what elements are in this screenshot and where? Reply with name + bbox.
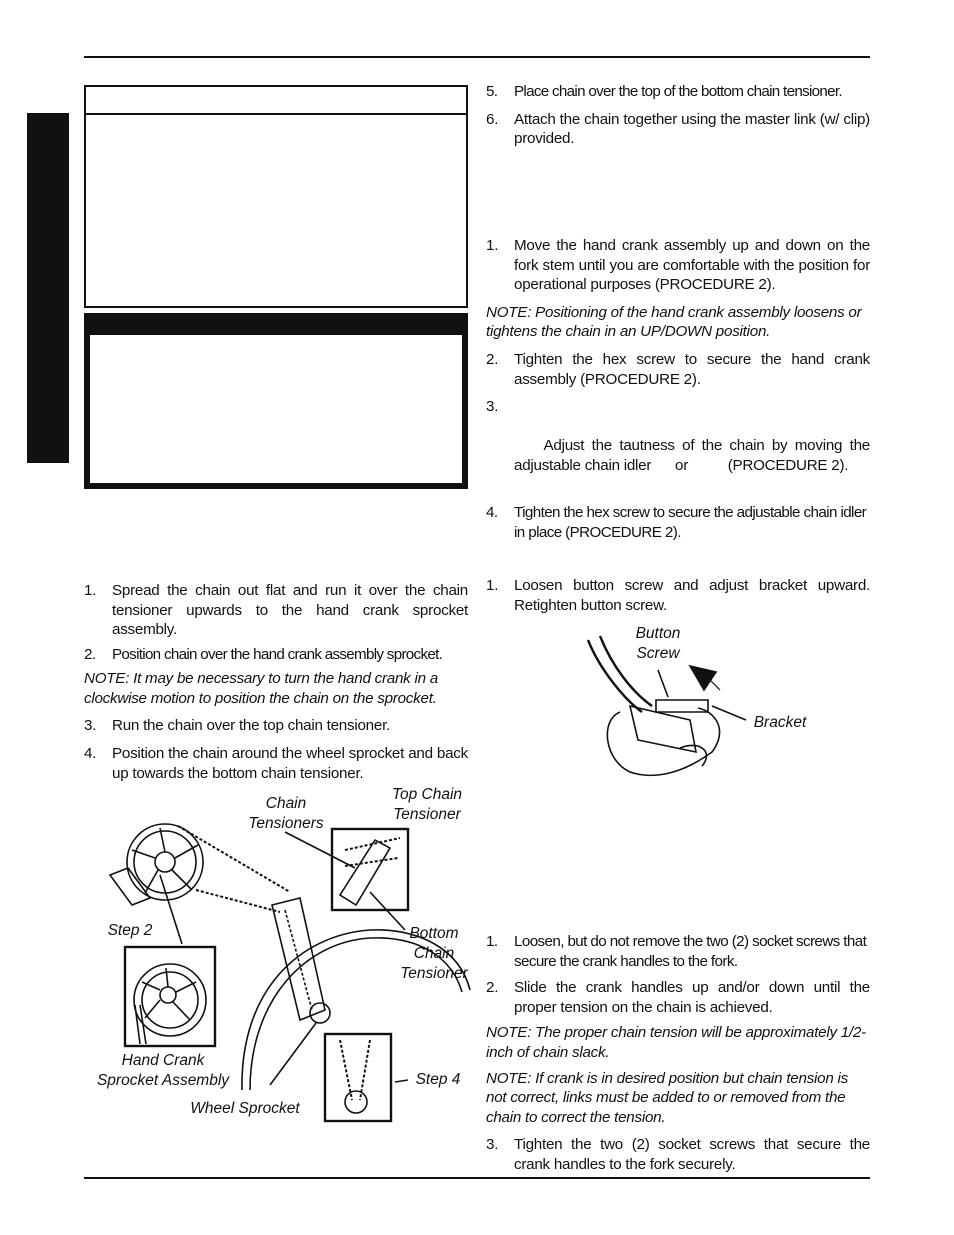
- note-text: NOTE: The proper chain tension will be approximately 1/2-inch of chain slack.: [486, 1024, 866, 1061]
- label-top-chain-tensioner: Top Chain Tensioner: [391, 786, 463, 823]
- label-bracket: Bracket: [753, 714, 807, 731]
- label-bottom-chain-tensioner: Bottom Chain Tensioner: [400, 925, 468, 982]
- list-item: 2. Slide the crank handles up and/or down until the proper tension on the chain is achieved.: [486, 979, 870, 1016]
- list-item: 2. Tighten the hex screw to secure the hand crank assembly (PROCEDURE 2).: [486, 350, 870, 388]
- step-text: Position the chain around the wheel sprocket and back up towards the bottom chain tensioner.: [112, 745, 468, 782]
- list-item: 4. Tighten the hex screw to secure the adjustable chain idler in place (PROCEDURE 2).: [486, 504, 867, 541]
- step-text: Tighten the hex screw to secure the adjustable chain idler in place (PROCEDURE 2).: [514, 504, 867, 541]
- step-text: Loosen, but do not remove the two (2) socket screws that secure the crank handles to the fork.: [514, 933, 867, 970]
- step-text: Slide the crank handles up and/or down until the proper tension on the chain is achieved.: [514, 979, 870, 1016]
- note-text: NOTE: Positioning of the hand crank assembly loosens or tightens the chain in an UP/DOWN position.: [486, 303, 862, 341]
- label-wheel-sprocket: Wheel Sprocket: [190, 1100, 300, 1117]
- list-item: 4. Position the chain around the wheel sprocket and back up towards the bottom chain tensioner.: [84, 745, 468, 782]
- step-text: Tighten the two (2) socket screws that secure the crank handles to the fork securely.: [514, 1136, 870, 1173]
- arrow-up-icon: [690, 666, 716, 690]
- list-item: 3. Tighten the two (2) socket screws that secure the crank handles to the fork securely.: [486, 1136, 870, 1173]
- list-item: 1. Loosen, but do not remove the two (2) socket screws that secure the crank handles to the fork.: [486, 933, 867, 970]
- list-item: 5. Place chain over the top of the bottom chain tensioner.: [486, 83, 842, 100]
- step-text: Spread the chain out flat and run it over the chain tensioner upwards to the hand crank sprocket assembly.: [112, 582, 468, 639]
- list-item: 1. Loosen button screw and adjust bracket upward. Retighten button screw.: [486, 577, 870, 614]
- label-button-screw: Button Screw: [635, 625, 681, 662]
- note-text: NOTE: It may be necessary to turn the hand crank in a clockwise motion to position the chain on the sprocket.: [84, 670, 438, 707]
- list-item: 2. Position chain over the hand crank assembly sprocket.: [84, 645, 443, 663]
- step-text: Loosen button screw and adjust bracket upward. Retighten button screw.: [514, 577, 870, 614]
- note-text: NOTE: If crank is in desired position but chain tension is not correct, links must be added to or removed from the chain to correct the tension.: [486, 1069, 848, 1126]
- label-chain-tensioners: Chain Tensioners: [248, 795, 324, 832]
- step-text: Adjust the tautness of the chain by moving the adjustable chain idler or (PROCEDURE 2).: [514, 437, 874, 474]
- step-text: Position chain over the hand crank assembly sprocket.: [112, 645, 443, 663]
- label-step4: Step 4: [415, 1071, 461, 1088]
- list-item: 6. Attach the chain together using the master link (w/ clip) provided.: [486, 110, 870, 148]
- step-text: Attach the chain together using the master link (w/ clip) provided.: [514, 110, 870, 148]
- step-text: Run the chain over the top chain tensioner.: [112, 716, 391, 734]
- list-item: 1. Spread the chain out flat and run it over the chain tensioner upwards to the hand crank sprocket assembly.: [84, 582, 468, 639]
- step-text: Move the hand crank assembly up and down on the fork stem until you are comfortable with the position for operational purposes (PROCEDURE 2).: [514, 237, 870, 294]
- list-item: 3. Adjust the tautness of the chain by moving the adjustable chain idler or (PROCEDURE 2).: [486, 398, 874, 474]
- step-text: Place chain over the top of the bottom chain tensioner.: [514, 83, 842, 100]
- label-step2: Step 2: [107, 922, 153, 939]
- list-item: 3. Run the chain over the top chain tensioner.: [84, 716, 391, 734]
- step-text: Tighten the hex screw to secure the hand crank assembly (PROCEDURE 2).: [514, 350, 870, 388]
- right-crank-steps: [486, 932, 870, 1175]
- list-item: 1. Move the hand crank assembly up and down on the fork stem until you are comfortable with the position for operational purposes (PROCEDURE 2).: [486, 237, 870, 294]
- bracket-icon: [656, 700, 708, 712]
- label-hand-crank-sprocket: Hand Crank Sprocket Assembly: [96, 1052, 230, 1089]
